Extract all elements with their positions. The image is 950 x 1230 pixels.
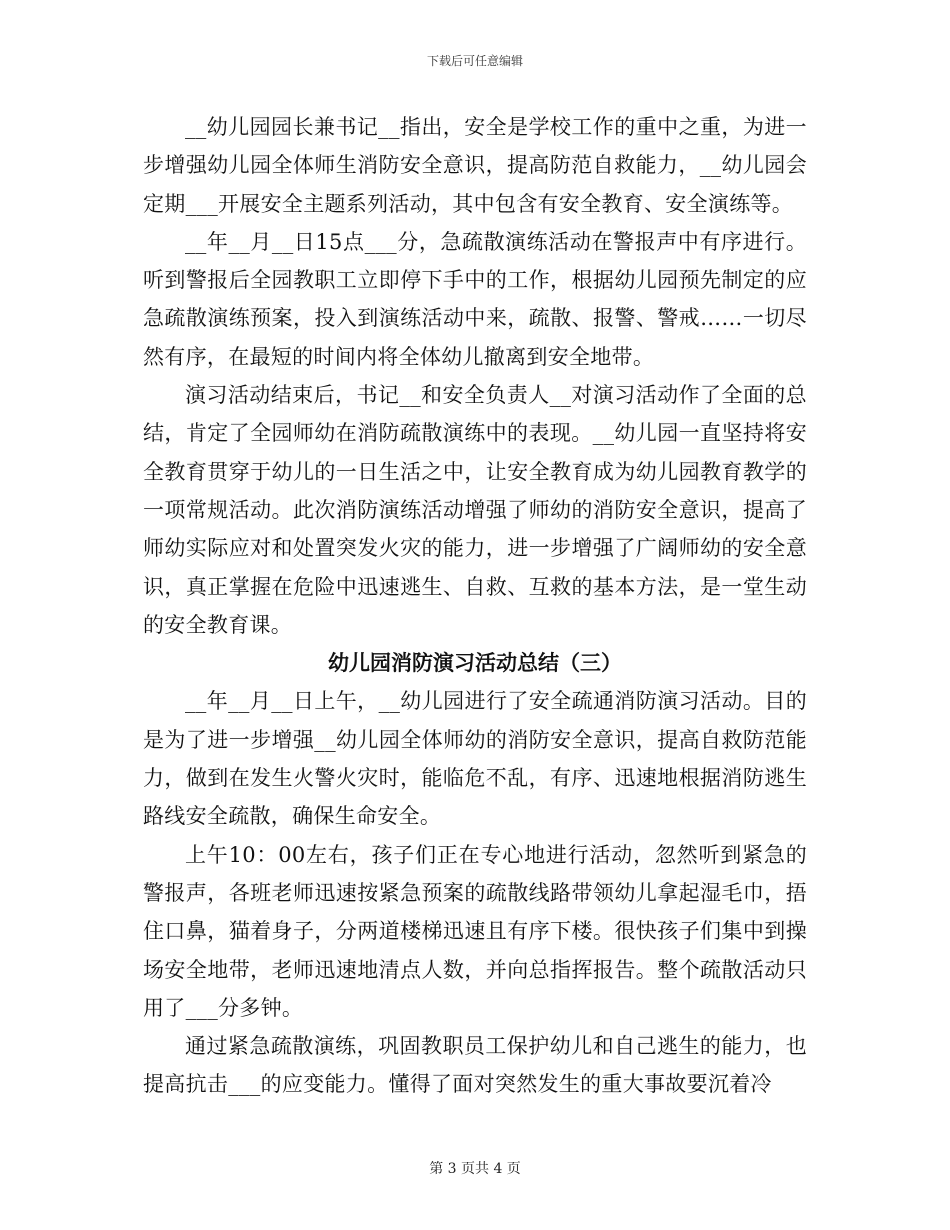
paragraph: __年__月__日上午，__幼儿园进行了安全疏通消防演习活动。目的是为了进一步增强__幼儿园全体师幼的消防安全意识，提高自救防范能力，做到在发生火警火灾时，能临危不乱，有序、迅速地根据消防逃生路线安全疏散，确保生命安全。: [143, 689, 807, 829]
page-header-note: 下载后可任意编辑: [426, 54, 523, 68]
section-title: 幼儿园消防演习活动总结（三）: [328, 651, 622, 676]
document-body: [143, 108, 807, 1104]
paragraph: __幼儿园园长兼书记__指出，安全是学校工作的重中之重，为进一步增强幼儿园全体师生消防安全意识，提高防范自救能力，__幼儿园会定期___开展安全主题系列活动，其中包含有安全教育、安全演练等。: [143, 115, 807, 216]
page-number-footer: 第 3 页共 4 页: [429, 1161, 521, 1177]
paragraph: 演习活动结束后，书记__和安全负责人__对演习活动作了全面的总结，肯定了全园师幼在消防疏散演练中的表现。__幼儿园一直坚持将安全教育贯穿于幼儿的一日生活之中，让安全教育成为幼儿园教育教学的一项常规活动。此次消防演练活动增强了师幼的消防安全意识，提高了师幼实际应对和处置突发火灾的能力，进一步增强了广阔师幼的安全意识，真正掌握在危险中迅速逃生、自救、互救的基本方法，是一堂生动的安全教育课。: [143, 383, 807, 637]
paragraph: __年__月__日15点___分，急疏散演练活动在警报声中有序进行。听到警报后全园教职工立即停下手中的工作，根据幼儿园预先制定的应急疏散演练预案，投入到演练活动中来，疏散、报警、警戒……一切尽然有序，在最短的时间内将全体幼儿撤离到安全地带。: [143, 229, 807, 369]
paragraph: 通过紧急疏散演练，巩固教职员工保护幼儿和自己逃生的能力，也提高抗击___的应变能力。懂得了面对突然发生的重大事故要沉着冷: [143, 1034, 807, 1097]
paragraph: 上午10：00左右，孩子们正在专心地进行活动，忽然听到紧急的警报声，各班老师迅速按紧急预案的疏散线路带领幼儿拿起湿毛巾，捂住口鼻，猫着身子，分两道楼梯迅速且有序下楼。很快孩子们集中到操场安全地带，老师迅速地清点人数，并向总指挥报告。整个疏散活动只用了___分多钟。: [143, 842, 807, 1020]
